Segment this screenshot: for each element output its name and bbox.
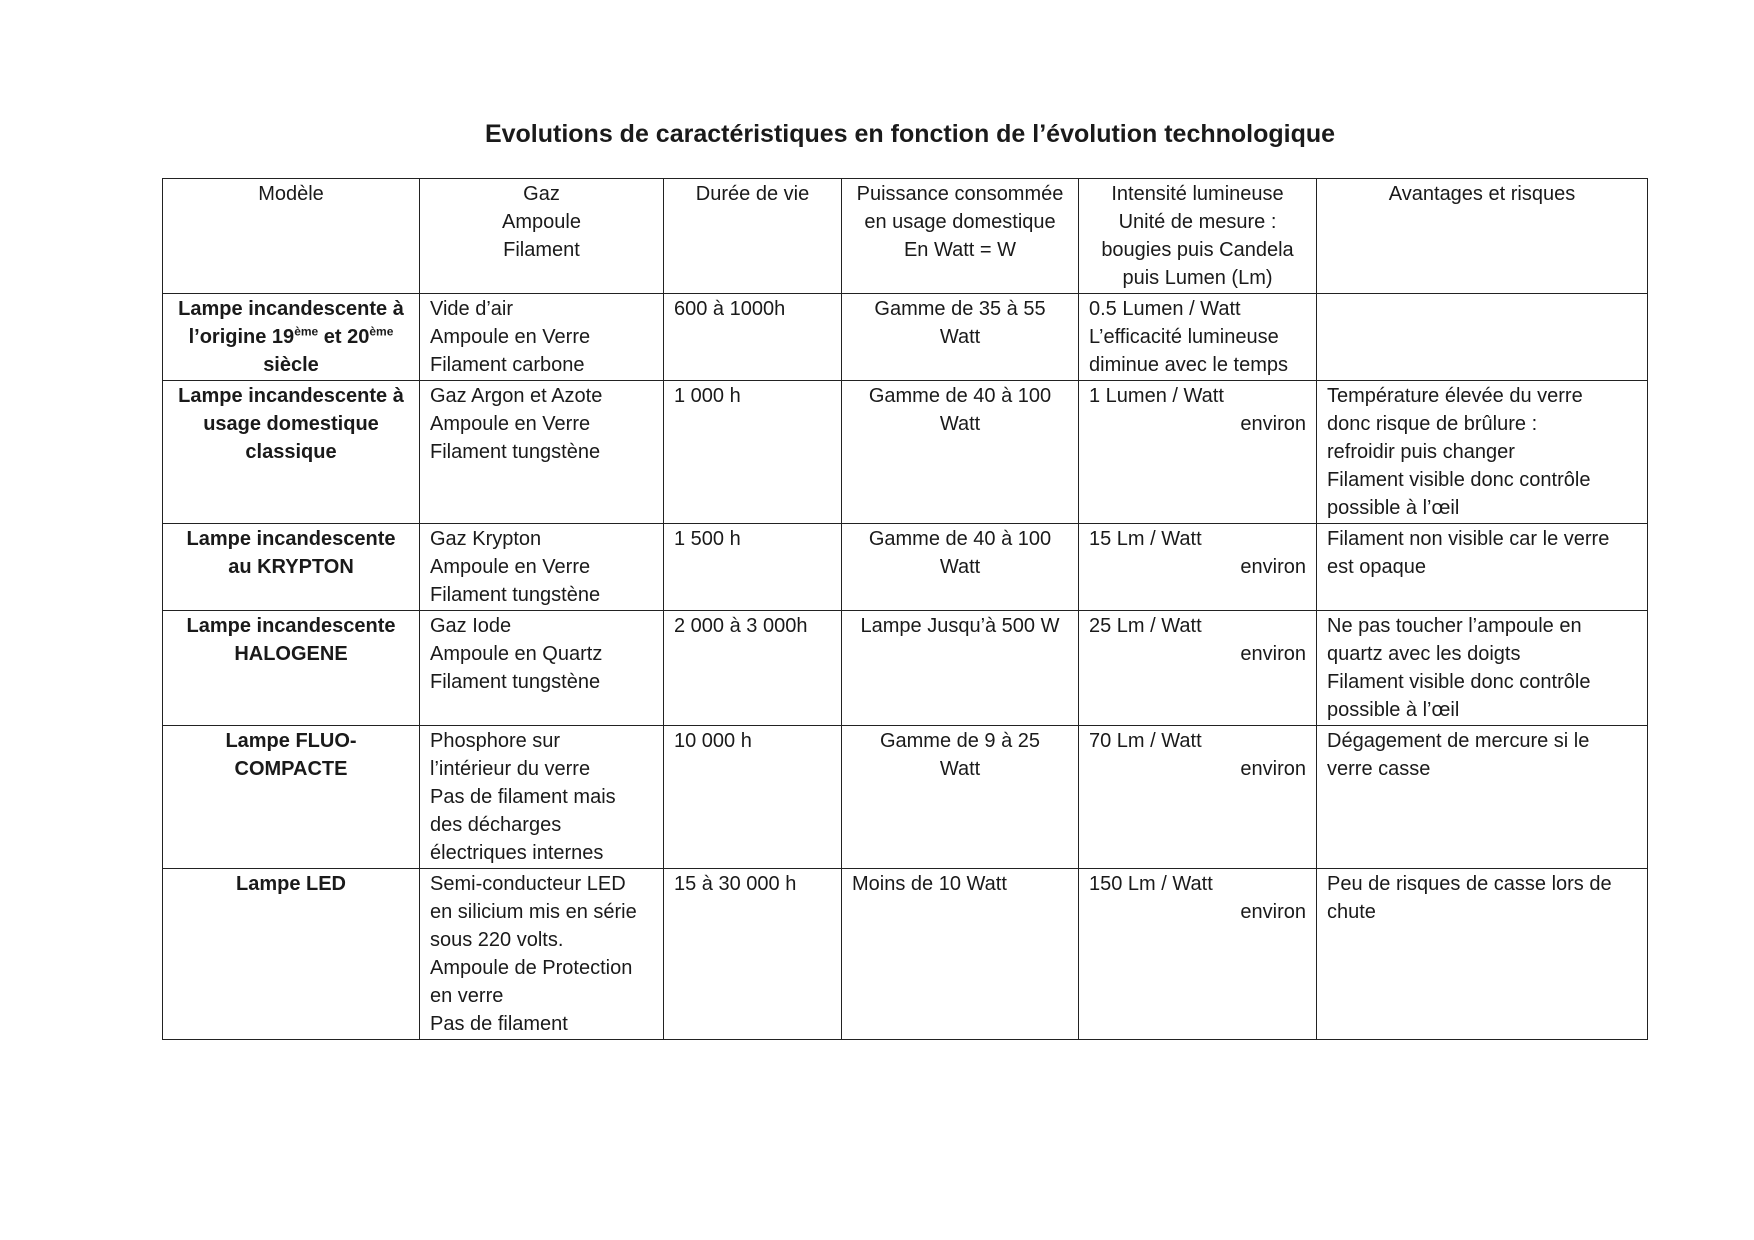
risks-cell	[1317, 381, 1648, 524]
cell-line: Ne pas toucher l’ampoule en	[1327, 615, 1582, 637]
cell-line: Température élevée du verre	[1327, 385, 1583, 407]
cell-line: Pas de filament	[430, 1013, 568, 1035]
model-cell	[163, 726, 420, 869]
cell-line: HALOGENE	[234, 643, 348, 665]
approx-label: environ	[1240, 413, 1306, 435]
intensity-cell	[1079, 524, 1317, 611]
header-power	[842, 179, 1079, 294]
cell-line: en usage domestique	[864, 211, 1056, 233]
power-cell	[842, 726, 1079, 869]
cell-line: Moins de 10 Watt	[852, 873, 1007, 895]
approx-label: environ	[1240, 758, 1306, 780]
header-gas	[420, 179, 664, 294]
cell-line: 1 Lumen / Watt	[1089, 385, 1224, 407]
risks-cell	[1317, 524, 1648, 611]
table-row	[163, 726, 1648, 869]
cell-line: Watt	[939, 326, 981, 348]
header-model: Modèle	[163, 179, 420, 294]
cell-line: usage domestique	[203, 413, 379, 435]
cell-line: L’efficacité lumineuse	[1089, 326, 1279, 348]
risks-cell	[1317, 869, 1648, 1040]
cell-line: verre casse	[1327, 758, 1431, 780]
cell-line: Filament tungstène	[430, 671, 601, 693]
cell-line: En Watt = W	[903, 239, 1017, 261]
approx-label: environ	[1240, 556, 1306, 578]
power-cell	[842, 381, 1079, 524]
cell-line: chute	[1327, 901, 1376, 923]
cell-line: en verre	[430, 985, 504, 1007]
risks-cell	[1317, 294, 1648, 381]
cell-line: Vide d’air	[430, 298, 514, 320]
approx-label: environ	[1240, 643, 1306, 665]
cell-line: au KRYPTON	[228, 556, 354, 578]
cell-line: Lampe Jusqu’à 500 W	[860, 615, 1060, 637]
model-cell	[163, 869, 420, 1040]
model-cell: Lampe incandescente à l’origine 19ème et 20ème siècle	[163, 294, 420, 381]
lifetime-cell: 2 000 à 3 000h	[664, 611, 842, 726]
cell-line: Watt	[939, 556, 981, 578]
cell-line: Watt	[939, 758, 981, 780]
lifetime-cell: 10 000 h	[664, 726, 842, 869]
cell-line: Filament tungstène	[430, 441, 601, 463]
cell-line: refroidir puis changer	[1327, 441, 1515, 463]
cell-line: diminue avec le temps	[1089, 354, 1288, 376]
cell-line: 15 Lm / Watt	[1089, 528, 1202, 550]
cell-line: Dégagement de mercure si le	[1327, 730, 1590, 752]
intensity-cell	[1079, 294, 1317, 381]
power-cell	[842, 524, 1079, 611]
cell-line: Gamme de 35 à 55	[874, 298, 1046, 320]
cell-line: Filament carbone	[430, 354, 585, 376]
power-cell	[842, 294, 1079, 381]
header-risks: Avantages et risques	[1317, 179, 1648, 294]
cell-line: 25 Lm / Watt	[1089, 615, 1202, 637]
gas-cell	[420, 524, 664, 611]
gas-cell	[420, 294, 664, 381]
intensity-cell	[1079, 726, 1317, 869]
approx-label: environ	[1240, 901, 1306, 923]
cell-line: Filament visible donc contrôle	[1327, 469, 1591, 491]
risks-cell	[1317, 726, 1648, 869]
cell-line: 70 Lm / Watt	[1089, 730, 1202, 752]
gas-cell	[420, 381, 664, 524]
cell-line: Gaz Argon et Azote	[430, 385, 603, 407]
cell-line: Ampoule en Verre	[430, 556, 591, 578]
cell-line: Pas de filament mais	[430, 786, 616, 808]
cell-line: Filament tungstène	[430, 584, 601, 606]
power-cell	[842, 869, 1079, 1040]
model-cell	[163, 524, 420, 611]
intensity-cell	[1079, 381, 1317, 524]
cell-line: Lampe incandescente	[186, 615, 396, 637]
cell-line: est opaque	[1327, 556, 1426, 578]
intensity-cell	[1079, 611, 1317, 726]
cell-line: possible à l’œil	[1327, 497, 1460, 519]
cell-line: puis Lumen (Lm)	[1122, 267, 1273, 289]
cell-line: Gamme de 40 à 100	[868, 528, 1052, 550]
table-row	[163, 524, 1648, 611]
header-intensity	[1079, 179, 1317, 294]
cell-line: Lampe incandescente à	[178, 385, 404, 407]
characteristics-table	[162, 178, 1648, 1040]
page-title: Evolutions de caractéristiques en fonction de l’évolution technologique	[484, 120, 1336, 148]
cell-line: donc risque de brûlure :	[1327, 413, 1538, 435]
lifetime-cell: 600 à 1000h	[664, 294, 842, 381]
cell-line: classique	[245, 441, 337, 463]
lifetime-cell: 1 500 h	[664, 524, 842, 611]
table-row	[163, 611, 1648, 726]
cell-line: 150 Lm / Watt	[1089, 873, 1213, 895]
model-cell	[163, 381, 420, 524]
lifetime-cell: 1 000 h	[664, 381, 842, 524]
cell-line: bougies puis Candela	[1101, 239, 1294, 261]
gas-cell	[420, 869, 664, 1040]
cell-line: Puissance consommée	[856, 183, 1064, 205]
cell-line: Ampoule en Verre	[430, 413, 591, 435]
cell-line: Lampe incandescente	[186, 528, 396, 550]
cell-line: Phosphore sur	[430, 730, 561, 752]
intensity-cell	[1079, 869, 1317, 1040]
cell-line: sous 220 volts.	[430, 929, 564, 951]
table-row	[163, 869, 1648, 1040]
power-cell	[842, 611, 1079, 726]
cell-line: Watt	[939, 413, 981, 435]
cell-line: Intensité lumineuse	[1111, 183, 1284, 205]
cell-line: Ampoule en Verre	[430, 326, 591, 348]
header-lifetime: Durée de vie	[664, 179, 842, 294]
cell-line: Gamme de 40 à 100	[868, 385, 1052, 407]
cell-line: Gaz Iode	[430, 615, 512, 637]
model-cell	[163, 611, 420, 726]
cell-line: Gamme de 9 à 25	[879, 730, 1041, 752]
cell-line: Filament	[503, 239, 580, 261]
header-row	[163, 179, 1648, 294]
table-row	[163, 294, 1648, 381]
cell-line: Gaz Krypton	[430, 528, 542, 550]
table-row	[163, 381, 1648, 524]
cell-line: Filament visible donc contrôle	[1327, 671, 1591, 693]
cell-line: Lampe FLUO-COMPACTE	[225, 730, 357, 780]
cell-line: Gaz	[523, 183, 560, 205]
cell-line: électriques internes	[430, 842, 604, 864]
cell-line: quartz avec les doigts	[1327, 643, 1521, 665]
cell-line: Peu de risques de casse lors de	[1327, 873, 1612, 895]
cell-line: Ampoule en Quartz	[430, 643, 603, 665]
risks-cell	[1317, 611, 1648, 726]
cell-line: Ampoule	[502, 211, 581, 233]
cell-line: 0.5 Lumen / Watt	[1089, 298, 1241, 320]
cell-line: Filament non visible car le verre	[1327, 528, 1610, 550]
cell-line: l’intérieur du verre	[430, 758, 591, 780]
cell-line: Lampe LED	[235, 873, 347, 895]
cell-line: Ampoule de Protection	[430, 957, 633, 979]
cell-line: possible à l’œil	[1327, 699, 1460, 721]
cell-line: des décharges	[430, 814, 562, 836]
cell-line: Unité de mesure :	[1118, 211, 1277, 233]
gas-cell	[420, 726, 664, 869]
cell-line: Semi-conducteur LED	[430, 873, 626, 895]
gas-cell	[420, 611, 664, 726]
lifetime-cell: 15 à 30 000 h	[664, 869, 842, 1040]
cell-line: en silicium mis en série	[430, 901, 637, 923]
